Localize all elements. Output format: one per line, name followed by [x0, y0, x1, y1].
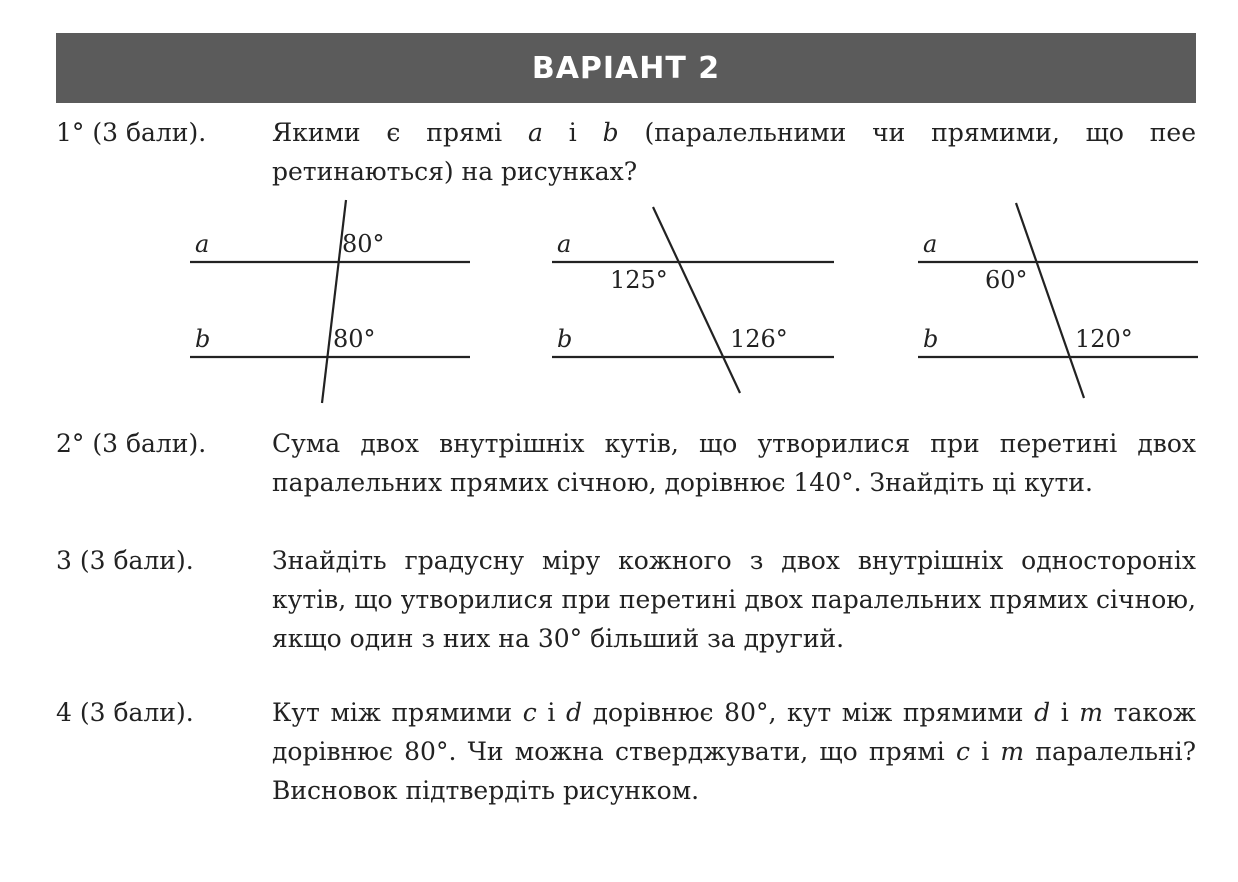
- figure-2-angle-bottom: 126°: [730, 325, 788, 353]
- figure-3-angle-bottom: 120°: [1075, 325, 1133, 353]
- task-4-text: Кут між прямими c і d дорівнює 80°, кут між прямими d і m також дорівнює 80°. Чи можна стверджувати, що прямі c і m паралельні? Висновок підтвердіть рисунком.: [272, 698, 1197, 805]
- task-2-text: Сума двох внутрішніх кутів, що утворилися при перетині двох паралельних прямих січною, дорівнює 140°. Знайдіть ці кути.: [272, 429, 1196, 497]
- figure-1: [185, 195, 480, 410]
- figure-3-angle-top: 60°: [985, 266, 1028, 294]
- task-1: [56, 113, 1196, 191]
- task-3: [56, 541, 1196, 658]
- task-3-label: 3 (3 бали).: [56, 546, 194, 575]
- figure-2-angle-top: 125°: [610, 266, 668, 294]
- task-3-text: Знайдіть градусну міру кожного з двох внутрішніх одностороніх кутів, що утворилися при перетині двох паралельних прямих січною, якщо один з них на 30° більший за другий.: [272, 546, 1196, 653]
- task-2-label: 2° (3 бали).: [56, 429, 207, 458]
- task-4-label: 4 (3 бали).: [56, 698, 194, 727]
- figure-1-label-b: b: [195, 325, 211, 353]
- task-2: [56, 424, 1196, 502]
- figure-3: [913, 195, 1208, 410]
- task-1-label: 1° (3 бали).: [56, 118, 207, 147]
- variant-header: ВАРІАНТ 2: [56, 33, 1196, 103]
- figure-2: [547, 195, 842, 410]
- figure-2-label-a: a: [557, 230, 572, 258]
- figure-2-label-b: b: [557, 325, 573, 353]
- task-1-text: Якими є прямі a і b (паралельними чи прямими, що пее ретинаються) на рисунках?: [272, 118, 1196, 186]
- figure-3-transversal: [1016, 203, 1084, 398]
- figure-1-angle-bottom: 80°: [333, 325, 376, 353]
- figure-3-label-a: a: [923, 230, 938, 258]
- figure-1-label-a: a: [195, 230, 210, 258]
- figure-2-transversal: [653, 207, 740, 393]
- figure-1-angle-top: 80°: [342, 230, 385, 258]
- task-4: [56, 693, 1196, 810]
- figure-3-label-b: b: [923, 325, 939, 353]
